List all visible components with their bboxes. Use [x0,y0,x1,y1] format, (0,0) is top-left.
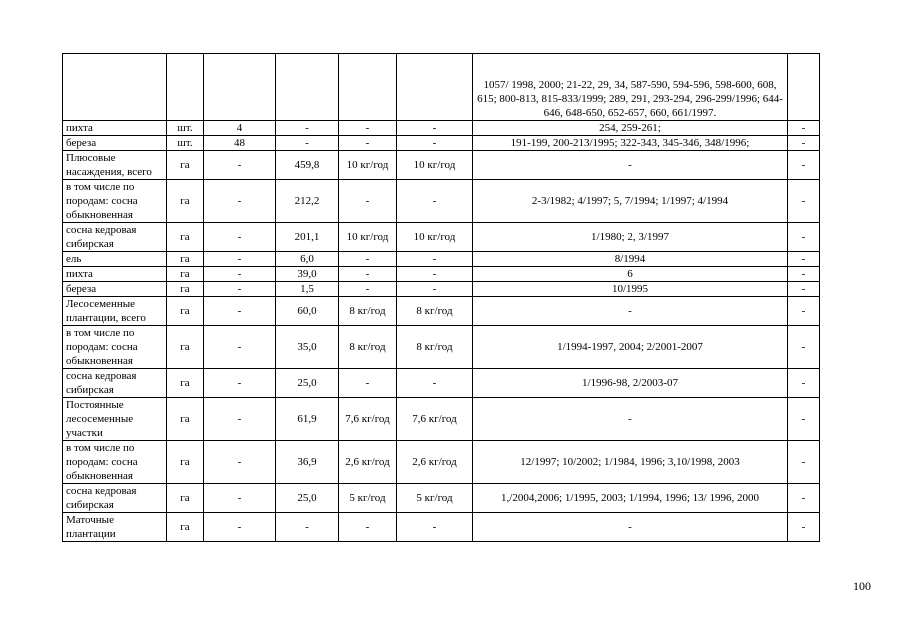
cell-unit: га [167,267,204,282]
cell-name: ель [63,252,167,267]
cell-yield-2: 2,6 кг/год [397,441,473,484]
cell-count: - [204,252,276,267]
cell-yield-2: - [397,369,473,398]
cell-count: - [204,326,276,369]
cell-yield: 8 кг/год [339,297,397,326]
cell-note: - [788,441,820,484]
cell-unit: га [167,180,204,223]
cell-reference: 2-3/1982; 4/1997; 5, 7/1994; 1/1997; 4/1994 [473,180,788,223]
cell-unit: га [167,441,204,484]
cell-count: - [204,369,276,398]
cell-yield [339,54,397,121]
cell-name: Постоянные лесосеменные участки [63,398,167,441]
cell-yield-2: 10 кг/год [397,223,473,252]
cell-area: 6,0 [276,252,339,267]
cell-yield: - [339,282,397,297]
cell-unit: га [167,369,204,398]
cell-reference: - [473,297,788,326]
cell-note: - [788,121,820,136]
cell-name: береза [63,136,167,151]
cell-yield-2: 5 кг/год [397,484,473,513]
cell-yield: - [339,369,397,398]
page-number: 100 [853,579,871,593]
cell-area: 60,0 [276,297,339,326]
table-row [63,223,820,252]
cell-reference: 1057/ 1998, 2000; 21-22, 29, 34, 587-590, 594-596, 598-600, 608, 615; 800-813, 815-833/1999; 289, 291, 293-294, 296-299/1996; 644-646, 648-650, 652-657, 660, 661/1997. [473,54,788,121]
table-row [63,136,820,151]
cell-area: 459,8 [276,151,339,180]
table-row [63,326,820,369]
table-body [63,54,820,542]
cell-yield: 10 кг/год [339,151,397,180]
cell-note: - [788,151,820,180]
cell-name: пихта [63,121,167,136]
cell-yield-2: - [397,267,473,282]
cell-reference: 12/1997; 10/2002; 1/1984, 1996; 3,10/1998, 2003 [473,441,788,484]
cell-reference: 1/1994-1997, 2004; 2/2001-2007 [473,326,788,369]
cell-name [63,54,167,121]
cell-name: Маточные плантации [63,513,167,542]
cell-count: - [204,282,276,297]
cell-unit: га [167,326,204,369]
cell-yield-2: - [397,121,473,136]
cell-yield: 2,6 кг/год [339,441,397,484]
cell-yield-2: - [397,513,473,542]
cell-unit: га [167,513,204,542]
cell-yield: - [339,252,397,267]
cell-yield: - [339,180,397,223]
table-row [63,398,820,441]
cell-count: - [204,223,276,252]
table-row [63,54,820,121]
cell-area: 36,9 [276,441,339,484]
cell-area: 61,9 [276,398,339,441]
cell-yield: - [339,513,397,542]
table-row [63,297,820,326]
cell-yield: 7,6 кг/год [339,398,397,441]
cell-yield-2: 10 кг/год [397,151,473,180]
cell-name: береза [63,282,167,297]
cell-note: - [788,282,820,297]
cell-unit: га [167,223,204,252]
cell-name: сосна кедровая сибирская [63,223,167,252]
cell-yield-2: 8 кг/год [397,297,473,326]
cell-reference: 8/1994 [473,252,788,267]
cell-yield: 5 кг/год [339,484,397,513]
cell-yield-2 [397,54,473,121]
cell-area: - [276,136,339,151]
cell-area: 25,0 [276,369,339,398]
cell-yield: 10 кг/год [339,223,397,252]
cell-reference: 10/1995 [473,282,788,297]
cell-unit: шт. [167,121,204,136]
cell-unit [167,54,204,121]
cell-note: - [788,223,820,252]
cell-area: 1,5 [276,282,339,297]
cell-area [276,54,339,121]
cell-unit: га [167,484,204,513]
cell-yield-2: - [397,282,473,297]
data-table [62,53,820,542]
cell-note: - [788,267,820,282]
cell-name: Лесосеменные плантации, всего [63,297,167,326]
cell-reference: 1/1996-98, 2/2003-07 [473,369,788,398]
cell-count: - [204,398,276,441]
cell-reference: 1/1980; 2, 3/1997 [473,223,788,252]
cell-area: 201,1 [276,223,339,252]
table-row [63,121,820,136]
cell-area: 35,0 [276,326,339,369]
cell-unit: га [167,282,204,297]
cell-area: 39,0 [276,267,339,282]
cell-yield-2: 7,6 кг/год [397,398,473,441]
cell-reference: 191-199, 200-213/1995; 322-343, 345-346, 348/1996; [473,136,788,151]
cell-reference: - [473,398,788,441]
cell-name: пихта [63,267,167,282]
cell-note: - [788,297,820,326]
cell-reference: 1,/2004,2006; 1/1995, 2003; 1/1994, 1996; 13/ 1996, 2000 [473,484,788,513]
cell-count: - [204,151,276,180]
cell-count: 4 [204,121,276,136]
cell-count: - [204,267,276,282]
cell-reference: 6 [473,267,788,282]
cell-yield-2: - [397,136,473,151]
table-row [63,180,820,223]
cell-note [788,54,820,121]
cell-note: - [788,136,820,151]
cell-area: 25,0 [276,484,339,513]
table-row [63,441,820,484]
cell-reference: - [473,151,788,180]
cell-count: 48 [204,136,276,151]
cell-name: Плюсовые насаждения, всего [63,151,167,180]
cell-unit: га [167,252,204,267]
cell-unit: га [167,398,204,441]
cell-unit: га [167,297,204,326]
cell-note: - [788,513,820,542]
cell-yield: - [339,136,397,151]
cell-count [204,54,276,121]
cell-unit: га [167,151,204,180]
cell-unit: шт. [167,136,204,151]
cell-area: - [276,121,339,136]
cell-name: в том числе по породам: сосна обыкновенная [63,326,167,369]
cell-name: сосна кедровая сибирская [63,369,167,398]
table-row [63,513,820,542]
cell-yield: - [339,267,397,282]
cell-yield-2: - [397,180,473,223]
cell-name: сосна кедровая сибирская [63,484,167,513]
table-row [63,267,820,282]
cell-note: - [788,326,820,369]
cell-yield-2: - [397,252,473,267]
cell-count: - [204,180,276,223]
cell-name: в том числе по породам: сосна обыкновенная [63,180,167,223]
cell-yield-2: 8 кг/год [397,326,473,369]
table-row [63,484,820,513]
cell-note: - [788,484,820,513]
cell-yield: - [339,121,397,136]
cell-reference: - [473,513,788,542]
cell-name: в том числе по породам: сосна обыкновенная [63,441,167,484]
table-row [63,252,820,267]
cell-note: - [788,398,820,441]
cell-area: 212,2 [276,180,339,223]
table-row [63,369,820,398]
cell-count: - [204,484,276,513]
cell-note: - [788,369,820,398]
cell-yield: 8 кг/год [339,326,397,369]
table-row [63,151,820,180]
cell-count: - [204,441,276,484]
cell-area: - [276,513,339,542]
cell-count: - [204,297,276,326]
table-row [63,282,820,297]
cell-note: - [788,180,820,223]
cell-note: - [788,252,820,267]
cell-reference: 254, 259-261; [473,121,788,136]
cell-count: - [204,513,276,542]
